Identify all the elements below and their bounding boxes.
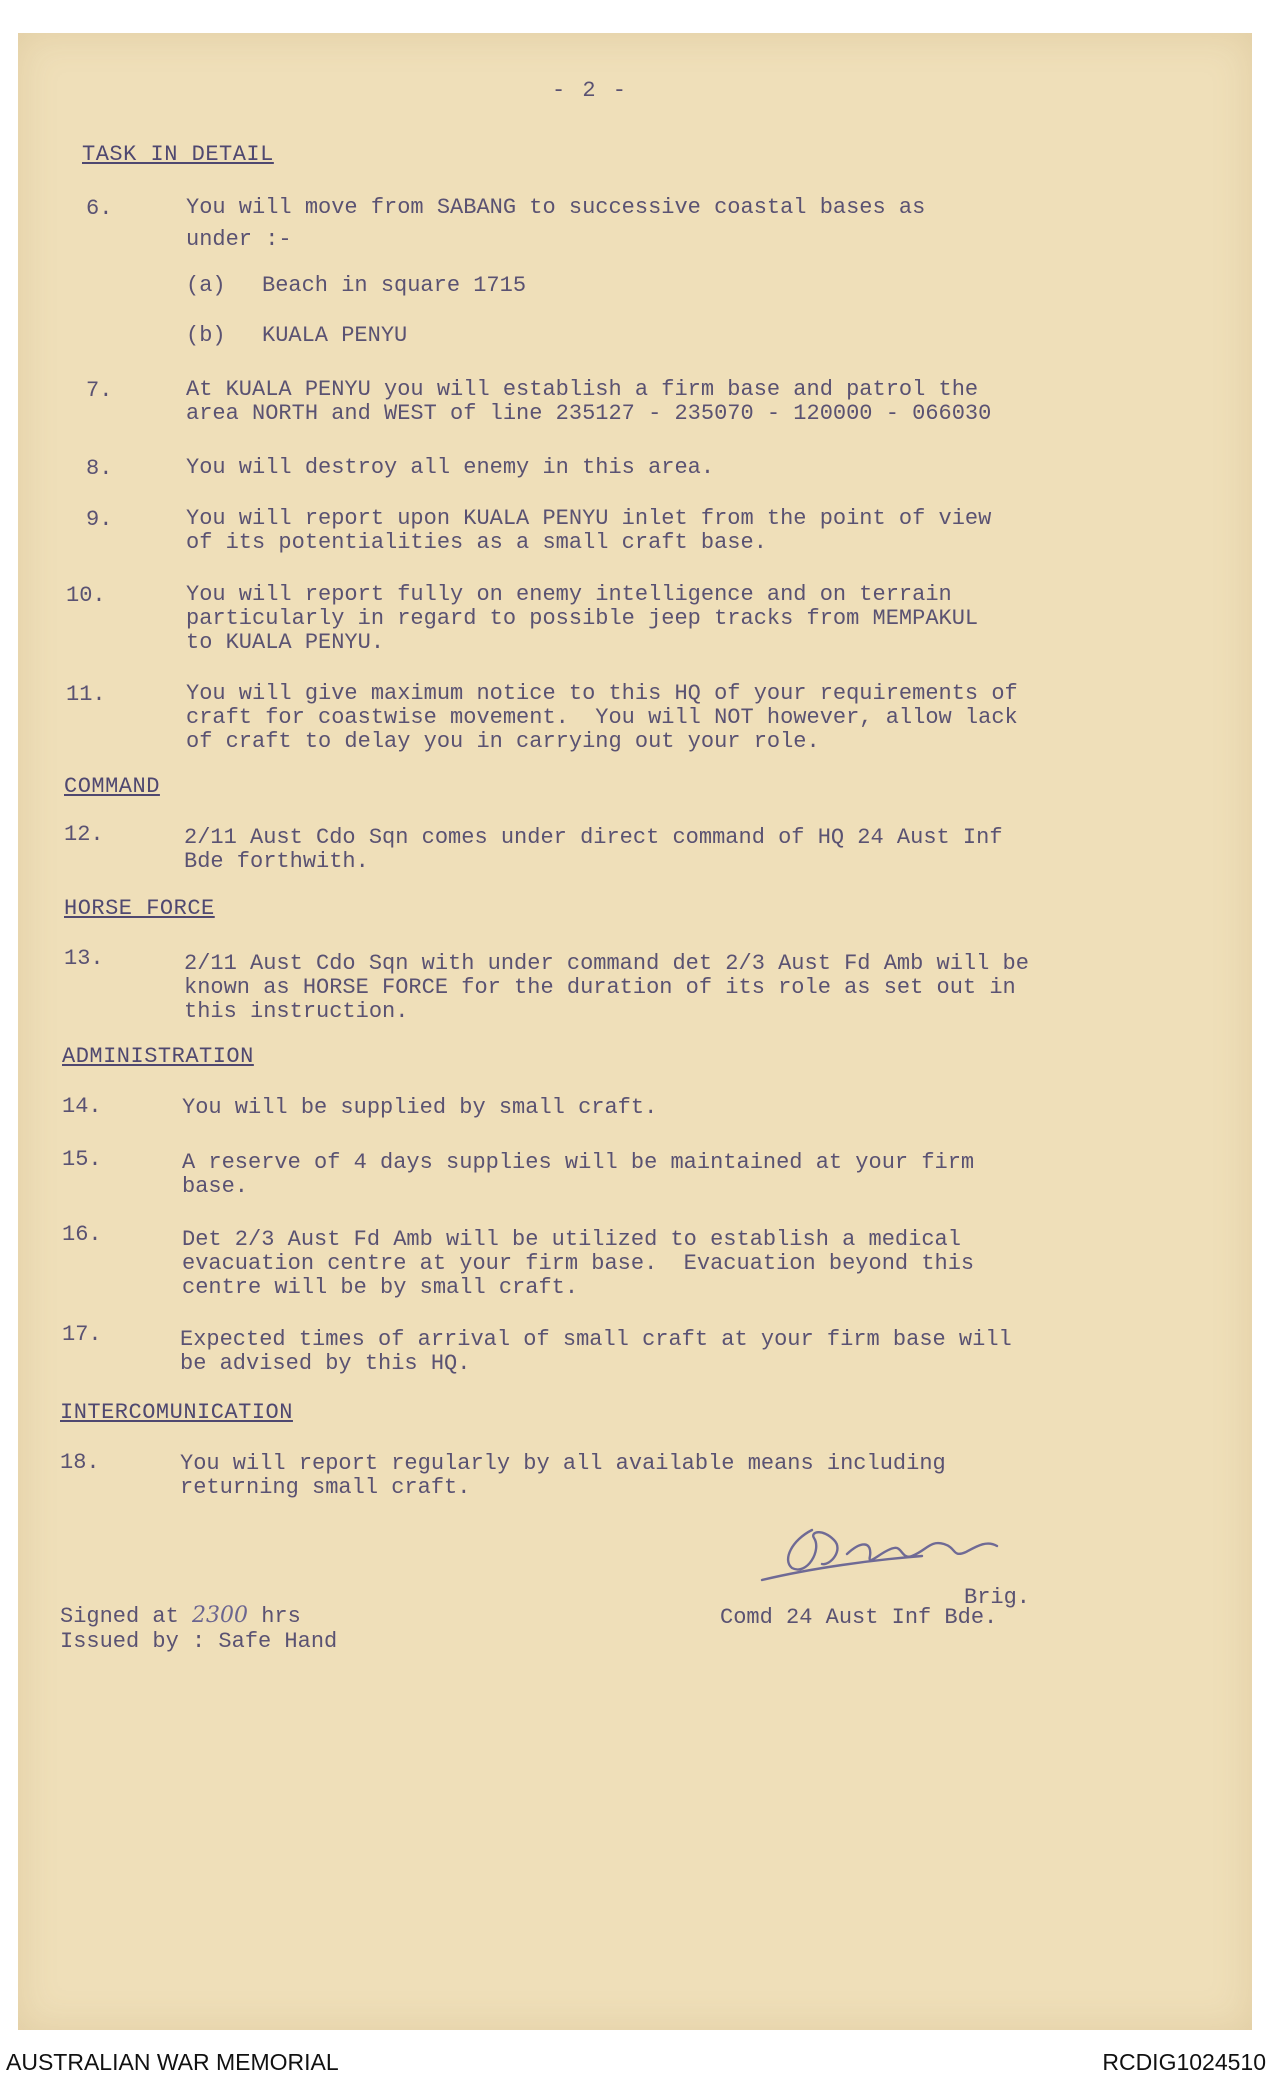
issued-by: Issued by : Safe Hand bbox=[60, 1629, 338, 1654]
sub-item-a: Beach in square 1715 bbox=[262, 273, 527, 298]
paragraph-12 bbox=[184, 826, 1144, 874]
paragraph-10-line: You will report fully on enemy intelligence and on terrain bbox=[186, 582, 952, 607]
para-number-8: 8. bbox=[86, 456, 113, 481]
paragraph-14-line: You will be supplied by small craft. bbox=[182, 1095, 658, 1120]
paragraph-7 bbox=[186, 378, 1146, 426]
paragraph-9-line: You will report upon KUALA PENYU inlet from the point of view bbox=[186, 506, 992, 531]
para-number-12: 12. bbox=[64, 822, 104, 847]
para-number-6: 6. bbox=[86, 196, 113, 221]
paragraph-14 bbox=[182, 1096, 1142, 1120]
paragraph-15-line: base. bbox=[182, 1174, 249, 1199]
para-number-7: 7. bbox=[86, 378, 113, 403]
signed-time: 2300 bbox=[192, 1603, 249, 1628]
paragraph-16-line: centre will be by small craft. bbox=[182, 1275, 579, 1300]
paragraph-10-line: to KUALA PENYU. bbox=[186, 630, 385, 655]
para-number-13: 13. bbox=[64, 946, 104, 971]
archive-footer bbox=[0, 2035, 1274, 2081]
sub-item-b: KUALA PENYU bbox=[262, 323, 408, 348]
paragraph-6-line: You will move from SABANG to successive coastal bases as bbox=[186, 195, 926, 220]
heading-intercommunication: INTERCOMUNICATION bbox=[60, 1400, 293, 1425]
paragraph-8 bbox=[186, 456, 1146, 480]
paragraph-10 bbox=[186, 583, 1146, 655]
para-number-10: 10. bbox=[66, 583, 106, 608]
paragraph-15 bbox=[182, 1151, 1142, 1199]
heading-command: COMMAND bbox=[64, 774, 160, 799]
signed-prefix: Signed at bbox=[60, 1604, 179, 1629]
paragraph-16-line: Det 2/3 Aust Fd Amb will be utilized to establish a medical bbox=[182, 1227, 961, 1252]
heading-horse-force: HORSE FORCE bbox=[64, 896, 215, 921]
paragraph-9 bbox=[186, 507, 1146, 555]
para-number-18: 18. bbox=[60, 1450, 100, 1475]
paragraph-6 bbox=[186, 196, 1146, 252]
paragraph-16-line: evacuation centre at your firm base. Evacuation beyond this bbox=[182, 1251, 975, 1276]
paragraph-12-line: Bde forthwith. bbox=[184, 849, 369, 874]
paragraph-13-line: this instruction. bbox=[184, 999, 409, 1024]
signed-at-line bbox=[60, 1604, 301, 1629]
paragraph-11-line: craft for coastwise movement. You will NOT however, allow lack bbox=[186, 705, 1018, 730]
para-number-14: 14. bbox=[62, 1094, 102, 1119]
paragraph-16 bbox=[182, 1228, 1142, 1300]
paragraph-6-line: under :- bbox=[186, 227, 292, 252]
paragraph-17-line: Expected times of arrival of small craft at your firm base will bbox=[180, 1327, 1012, 1352]
footer-institution: AUSTRALIAN WAR MEMORIAL bbox=[6, 2049, 339, 2075]
rank: Brig. bbox=[964, 1585, 1031, 1610]
heading-task-in-detail: TASK IN DETAIL bbox=[82, 142, 274, 167]
paragraph-13 bbox=[184, 952, 1144, 1024]
paragraph-9-line: of its potentialities as a small craft base. bbox=[186, 530, 767, 555]
para-number-15: 15. bbox=[62, 1147, 102, 1172]
paragraph-18 bbox=[180, 1452, 1140, 1500]
paragraph-8-line: You will destroy all enemy in this area. bbox=[186, 455, 715, 480]
paragraph-7-line: At KUALA PENYU you will establish a firm base and patrol the bbox=[186, 377, 979, 402]
paragraph-15-line: A reserve of 4 days supplies will be maintained at your firm bbox=[182, 1150, 975, 1175]
paragraph-18-line: returning small craft. bbox=[180, 1475, 471, 1500]
para-number-9: 9. bbox=[86, 507, 113, 532]
para-number-16: 16. bbox=[62, 1222, 102, 1247]
paragraph-11-line: You will give maximum notice to this HQ of your requirements of bbox=[186, 681, 1018, 706]
handwritten-signature bbox=[752, 1510, 1042, 1590]
paragraph-11 bbox=[186, 682, 1146, 754]
paragraph-17 bbox=[180, 1328, 1140, 1376]
sub-item-label-a: (a) bbox=[186, 273, 226, 298]
paragraph-12-line: 2/11 Aust Cdo Sqn comes under direct command of HQ 24 Aust Inf bbox=[184, 825, 1003, 850]
paragraph-13-line: 2/11 Aust Cdo Sqn with under command det 2/3 Aust Fd Amb will be bbox=[184, 951, 1029, 976]
paragraph-18-line: You will report regularly by all available means including bbox=[180, 1451, 946, 1476]
paragraph-17-line: be advised by this HQ. bbox=[180, 1351, 471, 1376]
paragraph-10-line: particularly in regard to possible jeep tracks from MEMPAKUL bbox=[186, 606, 979, 631]
footer-record-id: RCDIG1024510 bbox=[1102, 2049, 1266, 2075]
paragraph-7-line: area NORTH and WEST of line 235127 - 235070 - 120000 - 066030 bbox=[186, 401, 992, 426]
sub-item-label-b: (b) bbox=[186, 323, 226, 348]
paragraph-11-line: of craft to delay you in carrying out your role. bbox=[186, 729, 820, 754]
paragraph-13-line: known as HORSE FORCE for the duration of its role as set out in bbox=[184, 975, 1016, 1000]
appointment: Comd 24 Aust Inf Bde. bbox=[720, 1605, 998, 1630]
page-number: - 2 - bbox=[552, 78, 629, 103]
para-number-17: 17. bbox=[62, 1322, 102, 1347]
signed-suffix: hrs bbox=[261, 1604, 301, 1629]
para-number-11: 11. bbox=[66, 682, 106, 707]
heading-administration: ADMINISTRATION bbox=[62, 1044, 254, 1069]
